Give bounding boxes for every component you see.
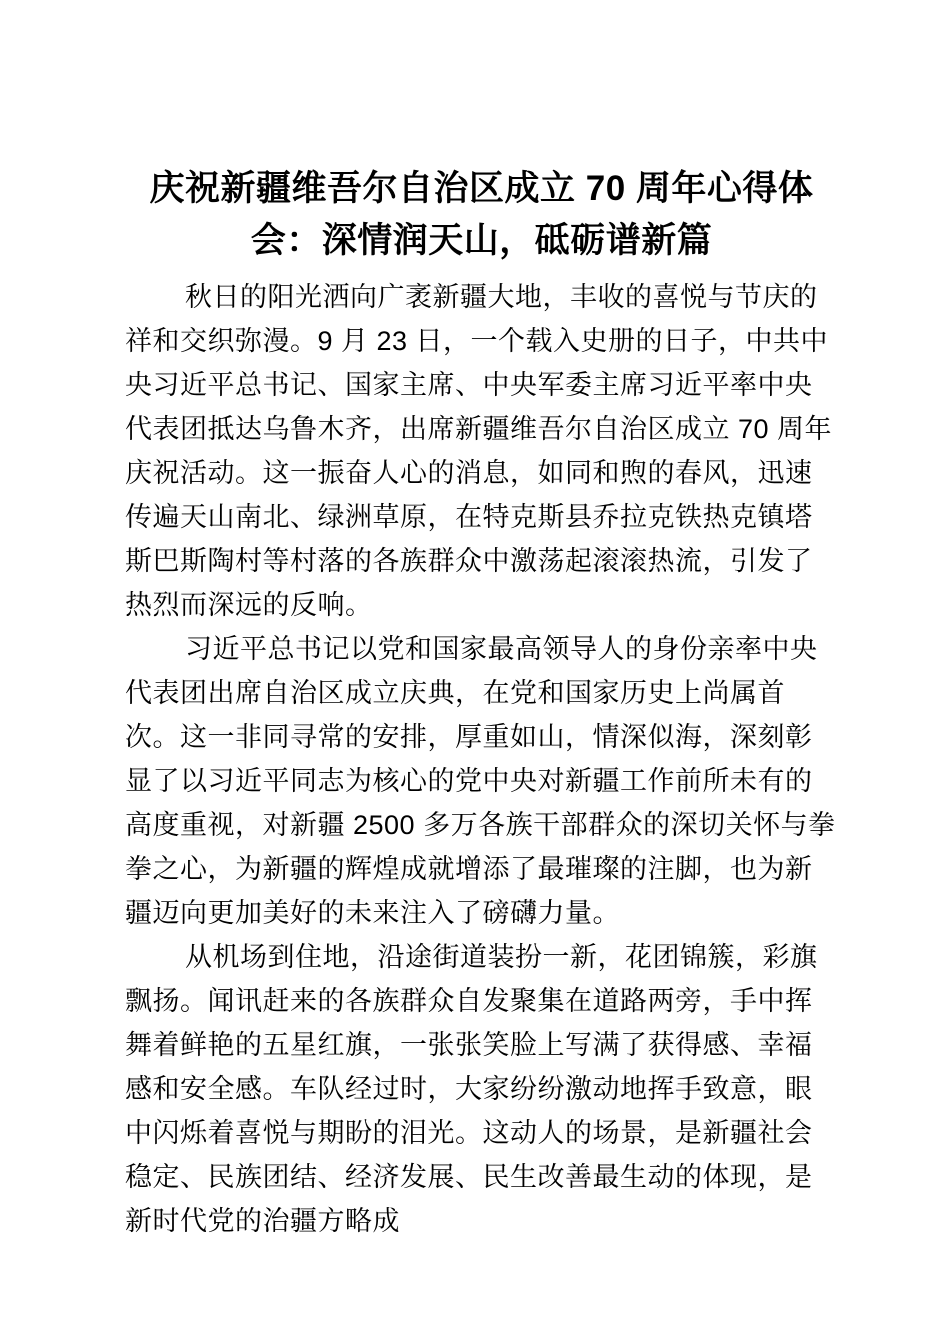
paragraph: 从机场到住地，沿途街道装扮一新，花团锦簇，彩旗飘扬。闻讯赶来的各族群众自发聚集在道路两旁，手中挥舞着鲜艳的五星红旗，一张张笑脸上写满了获得感、幸福感和安全感。车队经过时，大家纷纷激动地挥手致意，眼中闪烁着喜悦与期盼的泪光。这动人的场景，是新疆社会稳定、民族团结、经济发展、民生改善最生动的体现，是新时代党的治疆方略成 — [125, 942, 818, 1236]
paragraph: 习近平总书记以党和国家最高领导人的身份亲率中央代表团出席自治区成立庆典，在党和国家历史上尚属首次。这一非同寻常的安排，厚重如山，情深似海，深刻彰显了以习近平同志为核心的党中央对新疆工作前所未有的高度重视，对新疆 2500 多万各族干部群众的深切关怀与拳拳之心，为新疆的辉煌成就增添了最璀璨的注脚，也为新疆迈向更加美好的未来注入了磅礴力量。 — [125, 634, 836, 928]
document-body — [125, 275, 838, 1243]
paragraph: 秋日的阳光洒向广袤新疆大地，丰收的喜悦与节庆的祥和交织弥漫。9 月 23 日，一个载入史册的日子，中共中央习近平总书记、国家主席、中央军委主席习近平率中央代表团抵达乌鲁木齐，出席新疆维吾尔自治区成立 70 周年庆祝活动。这一振奋人心的消息，如同和煦的春风，迅速传遍天山南北、绿洲草原，在特克斯县乔拉克铁热克镇塔斯巴斯陶村等村落的各族群众中激荡起滚滚热流，引发了热烈而深远的反响。 — [125, 282, 833, 620]
document-title: 庆祝新疆维吾尔自治区成立 70 周年心得体会：深情润天山，砥砺谱新篇 — [149, 169, 814, 260]
